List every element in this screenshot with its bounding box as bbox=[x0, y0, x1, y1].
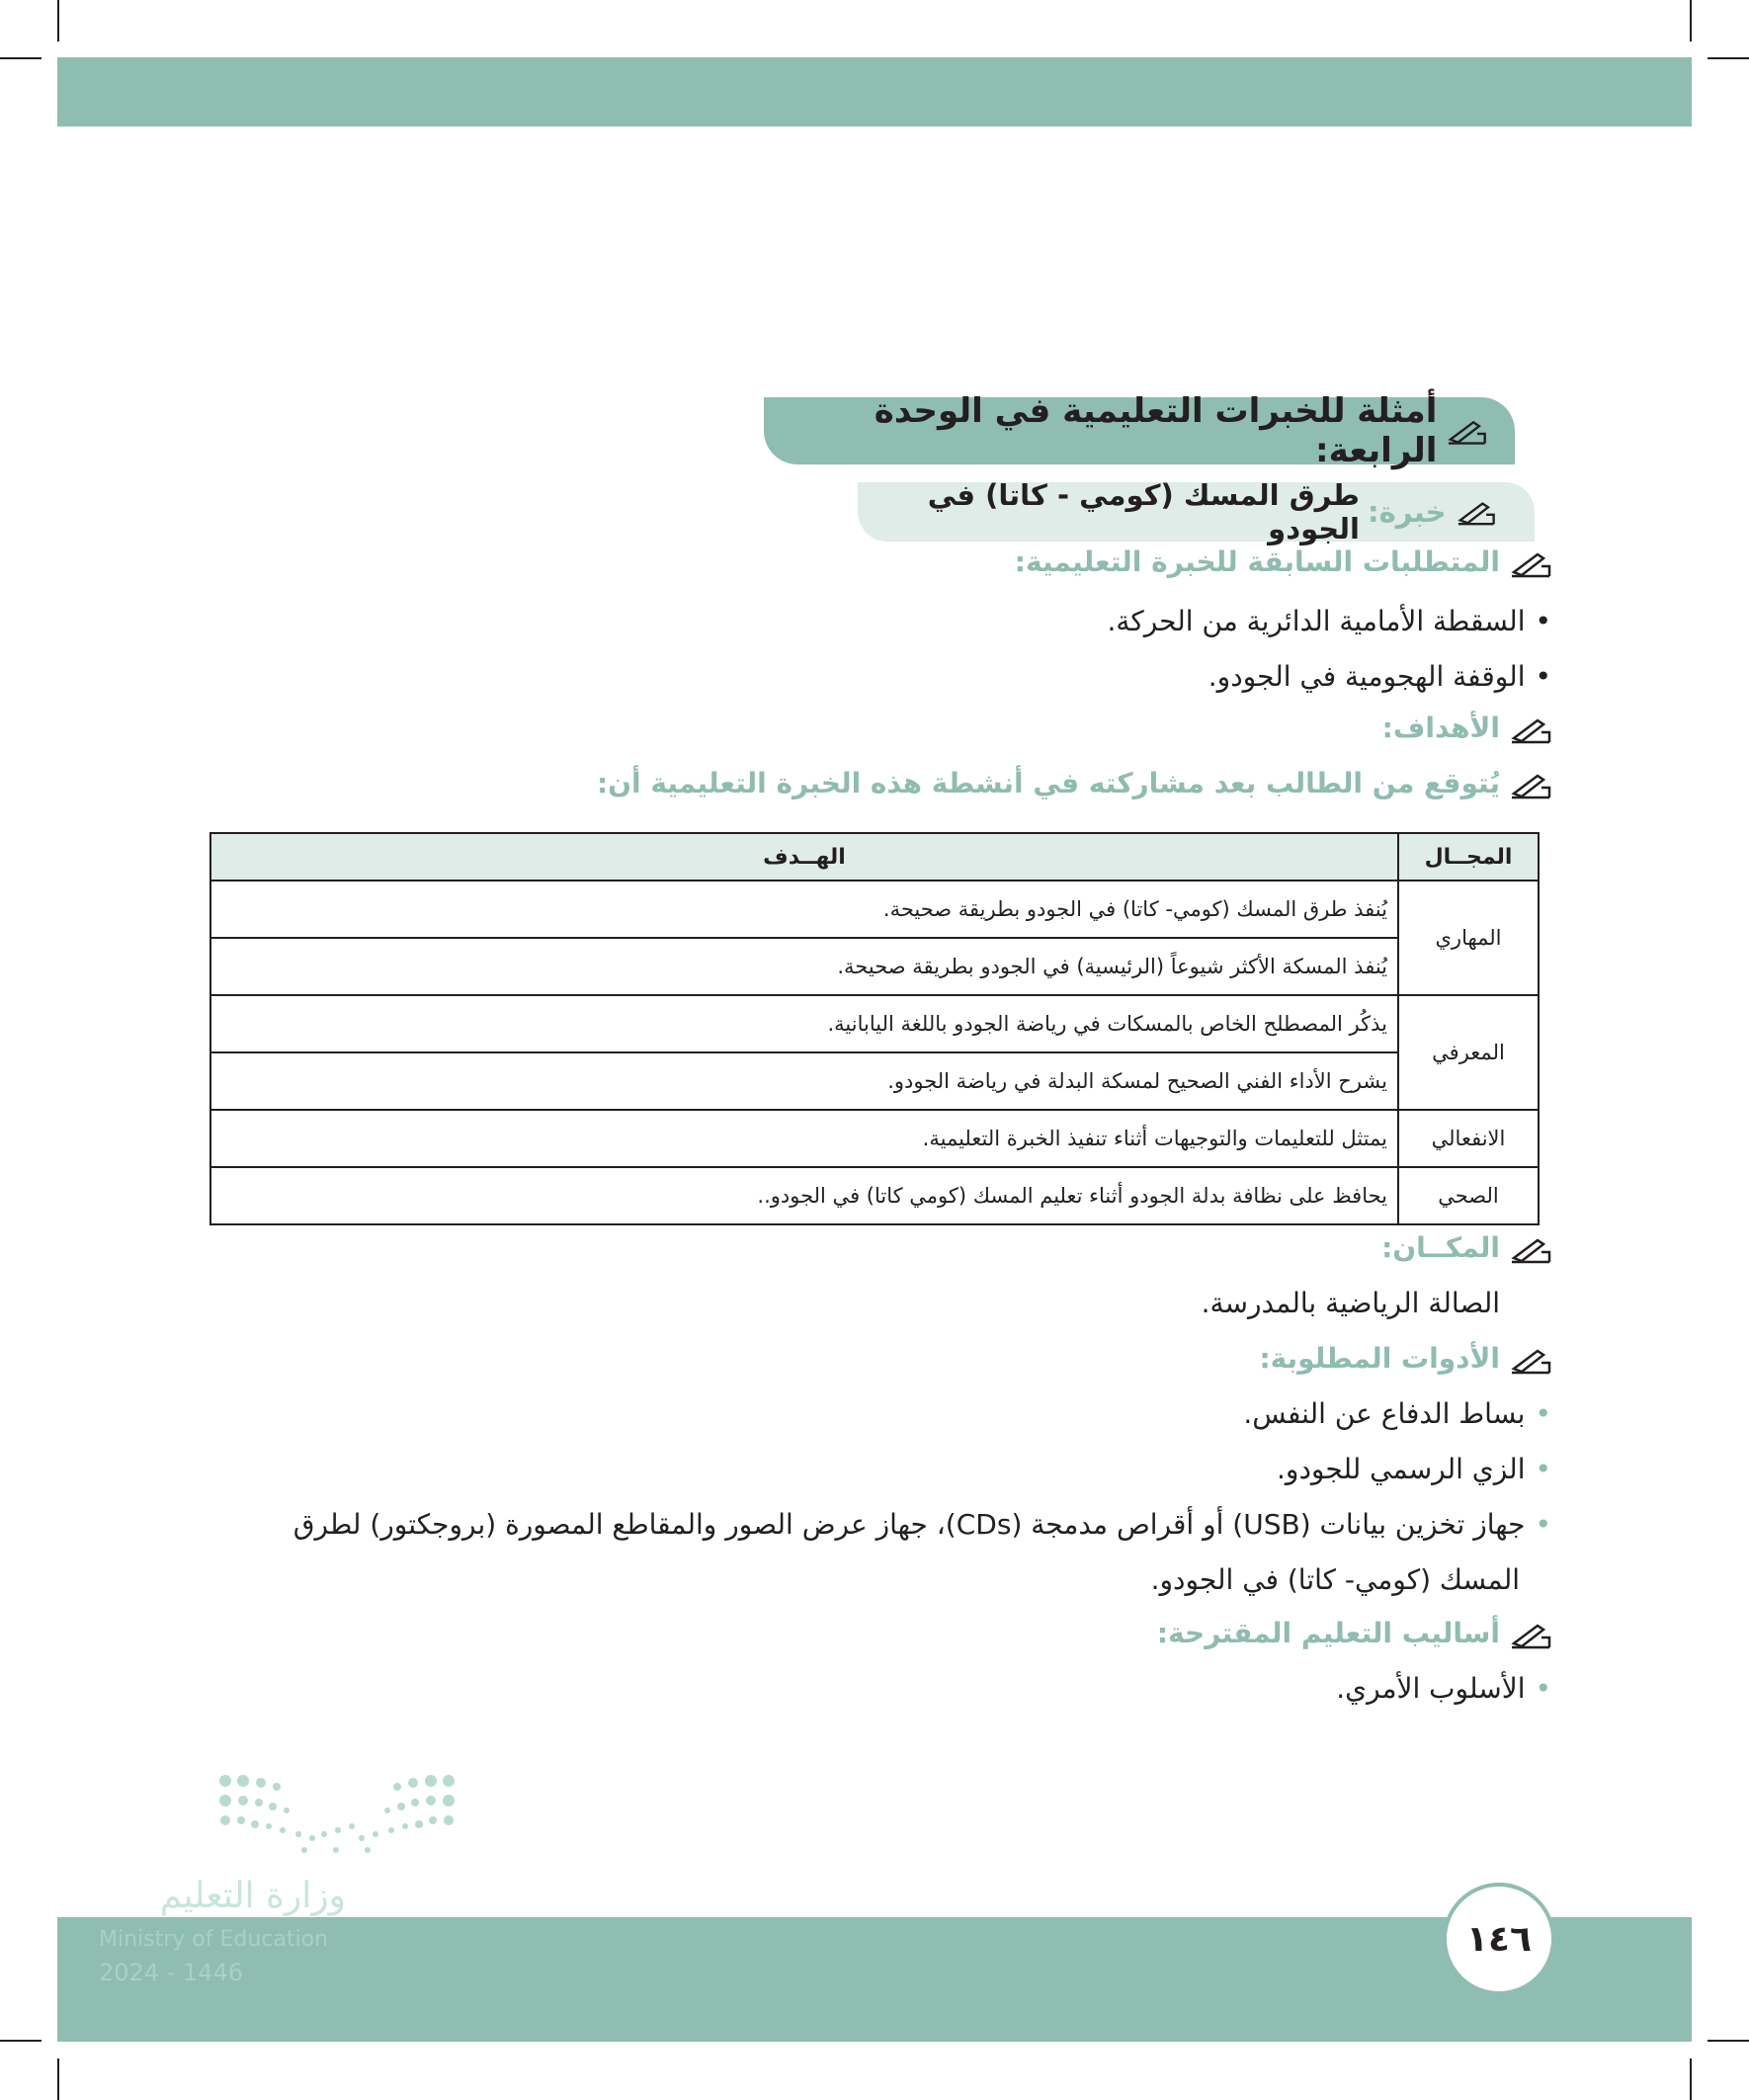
prerequisite-item: • السقطة الأمامية الدائرية من الحركة. bbox=[1107, 605, 1551, 637]
table-row bbox=[210, 1052, 1539, 1110]
pen-icon bbox=[1510, 770, 1551, 799]
logo-arabic-text: وزارة التعليم bbox=[159, 1876, 346, 1916]
tool-item-long-continued: المسك (كومي- كاتا) في الجودو. bbox=[1150, 1563, 1520, 1596]
logo-dots-icon bbox=[215, 1769, 472, 1868]
pen-icon bbox=[1510, 548, 1551, 578]
table-row bbox=[210, 1167, 1539, 1224]
experience-label: خبرة: bbox=[1368, 495, 1447, 529]
crop-mark bbox=[1690, 0, 1692, 42]
crop-mark bbox=[1707, 57, 1749, 59]
logo-english-text: Ministry of Education bbox=[99, 1927, 329, 1952]
domain-cell: المعرفي bbox=[1398, 995, 1539, 1110]
table-header-row bbox=[210, 833, 1539, 881]
experience-title: طرق المسك (كومي - كاتا) في الجودو bbox=[927, 478, 1360, 546]
tool-item: • بساط الدفاع عن النفس. bbox=[1243, 1397, 1551, 1430]
tool-item-long: • جهاز تخزين بيانات (USB) أو أقراص مدمجة (CDs)، جهاز عرض الصور والمقاطع المصورة (بروجكتور) لطرق bbox=[293, 1508, 1551, 1541]
table-row bbox=[210, 881, 1539, 938]
objectives-intro bbox=[597, 767, 1551, 799]
domain-cell: المهاري bbox=[1398, 881, 1539, 995]
domain-header: المجــال bbox=[1398, 833, 1539, 881]
prerequisites-heading bbox=[1015, 546, 1551, 578]
methods-heading bbox=[1157, 1617, 1551, 1649]
tools-heading-text: الأدوات المطلوبة: bbox=[1259, 1342, 1500, 1375]
pen-icon bbox=[1510, 1234, 1551, 1264]
objectives-intro-text: يُتوقع من الطالب بعد مشاركته في أنشطة هذه الخبرة التعليمية أن: bbox=[596, 767, 1500, 799]
pen-icon bbox=[1447, 416, 1487, 446]
goal-cell: يُنفذ طرق المسك (كومي- كاتا) في الجودو بطريقة صحيحة. bbox=[210, 881, 1398, 938]
logo-year-text: 2024 - 1446 bbox=[99, 1959, 244, 1986]
goal-cell: يمتثل للتعليمات والتوجيهات أثناء تنفيذ الخبرة التعليمية. bbox=[210, 1110, 1398, 1167]
goal-cell: يذكُر المصطلح الخاص بالمسكات في رياضة الجودو باللغة اليابانية. bbox=[210, 995, 1398, 1052]
place-text: الصالة الرياضية بالمدرسة. bbox=[1201, 1287, 1500, 1319]
objectives-heading-text: الأهداف: bbox=[1381, 712, 1500, 744]
crop-mark bbox=[1707, 2040, 1749, 2042]
place-heading-text: المكــان: bbox=[1381, 1231, 1500, 1264]
table-row bbox=[210, 1110, 1539, 1167]
pen-icon bbox=[1510, 1345, 1551, 1375]
pen-icon bbox=[1510, 1620, 1551, 1649]
ministry-logo bbox=[99, 1769, 455, 2006]
experience-bar bbox=[858, 478, 1535, 546]
header-band bbox=[57, 57, 1692, 126]
table-row bbox=[210, 995, 1539, 1052]
prerequisites-heading-text: المتطلبات السابقة للخبرة التعليمية: bbox=[1014, 546, 1500, 578]
goal-cell: يُنفذ المسكة الأكثر شيوعاً (الرئيسية) في الجودو بطريقة صحيحة. bbox=[210, 938, 1398, 995]
goal-cell: يحافظ على نظافة بدلة الجودو أثناء تعليم المسك (كومي كاتا) في الجودو.. bbox=[210, 1167, 1398, 1224]
main-heading-text: أمثلة للخبرات التعليمية في الوحدة الرابعة: bbox=[874, 391, 1438, 470]
crop-mark bbox=[57, 2058, 59, 2100]
prerequisite-item: • الوقفة الهجومية في الجودو. bbox=[1208, 660, 1551, 693]
table-row bbox=[210, 938, 1539, 995]
tools-heading bbox=[1259, 1342, 1551, 1375]
pen-icon bbox=[1457, 497, 1496, 527]
domain-cell: الصحي bbox=[1398, 1167, 1539, 1224]
crop-mark bbox=[0, 57, 42, 59]
crop-mark bbox=[0, 2040, 42, 2042]
methods-heading-text: أساليب التعليم المقترحة: bbox=[1156, 1617, 1500, 1649]
place-heading bbox=[1381, 1231, 1551, 1264]
tool-item: • الزي الرسمي للجودو. bbox=[1277, 1453, 1551, 1485]
crop-mark bbox=[57, 0, 59, 42]
pen-icon bbox=[1510, 714, 1551, 744]
domain-cell: الانفعالي bbox=[1398, 1110, 1539, 1167]
goal-cell: يشرح الأداء الفني الصحيح لمسكة البدلة في رياضة الجودو. bbox=[210, 1052, 1398, 1110]
main-heading bbox=[764, 391, 1515, 470]
goals-table bbox=[209, 832, 1540, 1225]
method-item: • الأسلوب الأمري. bbox=[1336, 1672, 1551, 1705]
page-number: ١٤٦ bbox=[1443, 1883, 1555, 1995]
objectives-heading bbox=[1382, 712, 1551, 744]
goal-header: الهــدف bbox=[210, 833, 1398, 881]
crop-mark bbox=[1690, 2058, 1692, 2100]
